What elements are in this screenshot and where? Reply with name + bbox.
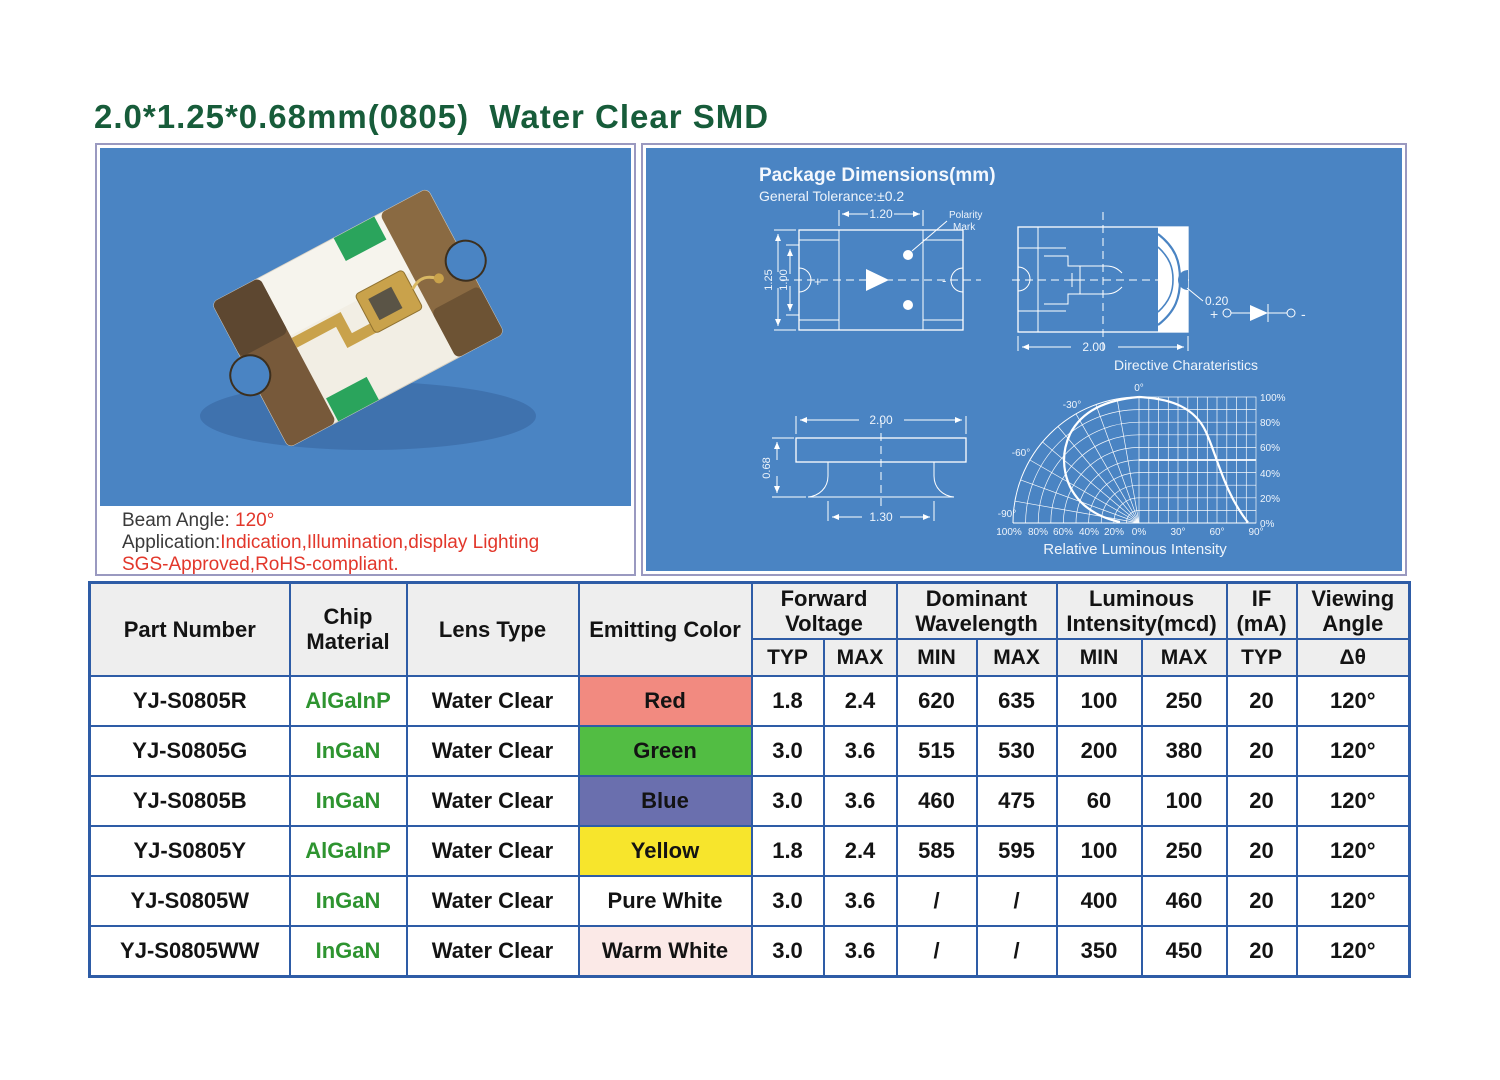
tick-r20: 20% — [1260, 494, 1281, 505]
package-side-view — [761, 413, 966, 524]
package-side-structure — [1012, 212, 1229, 354]
header-luminous-intensity: Luminous Intensity(mcd) — [1057, 583, 1227, 639]
subheader-wl-min: MIN — [897, 639, 977, 676]
cell-iv-max: 250 — [1142, 676, 1227, 726]
cell-iv-min: 60 — [1057, 776, 1142, 826]
cell-if-typ: 20 — [1227, 676, 1297, 726]
cell-angle: 120° — [1297, 726, 1410, 776]
subheader-delta-theta: Δθ — [1297, 639, 1410, 676]
table-row — [90, 776, 1410, 826]
cell-vf-max: 2.4 — [824, 676, 897, 726]
cell-part: YJ-S0805WW — [90, 926, 290, 977]
cell-vf-typ: 3.0 — [752, 776, 824, 826]
cell-iv-min: 350 — [1057, 926, 1142, 977]
header-viewing-angle: Viewing Angle — [1297, 583, 1410, 639]
tick-m90deg: -90° — [997, 509, 1017, 520]
cell-wl-min: 585 — [897, 826, 977, 876]
application-line — [122, 532, 631, 554]
cell-vf-max: 3.6 — [824, 726, 897, 776]
tick-m60deg: -60° — [1011, 448, 1031, 459]
beam-angle-value: 120° — [235, 510, 275, 531]
cathode-minus: - — [942, 273, 947, 288]
subheader-vf-typ: TYP — [752, 639, 824, 676]
cell-vf-typ: 3.0 — [752, 926, 824, 977]
drawing-title: Package Dimensions(mm) — [759, 165, 996, 186]
anode-plus: + — [814, 274, 822, 289]
cell-angle: 120° — [1297, 876, 1410, 926]
tick-l60: 60% — [1052, 527, 1074, 538]
cell-part: YJ-S0805G — [90, 726, 290, 776]
header-dominant-wavelength: Dominant Wavelength — [897, 583, 1057, 639]
dim-1-20 — [839, 207, 923, 226]
led-photo — [100, 148, 631, 506]
cell-wl-min: / — [897, 876, 977, 926]
table-row — [90, 676, 1410, 726]
cell-wl-max: 530 — [977, 726, 1057, 776]
cell-part: YJ-S0805R — [90, 676, 290, 726]
cell-vf-typ: 3.0 — [752, 726, 824, 776]
polarity-arrow — [866, 269, 889, 291]
cell-wl-min: 460 — [897, 776, 977, 826]
circuit-plus: + — [1210, 306, 1219, 322]
cell-color: Yellow — [579, 826, 752, 876]
cell-vf-max: 2.4 — [824, 826, 897, 876]
tick-90deg: 90° — [1248, 527, 1264, 538]
tick-m30deg: -30° — [1062, 400, 1082, 411]
beam-angle-label: Beam Angle: — [122, 510, 236, 531]
cell-lens: Water Clear — [407, 726, 579, 776]
svg-text:0.68: 0.68 — [761, 457, 773, 479]
subheader-wl-max: MAX — [977, 639, 1057, 676]
cell-iv-min: 100 — [1057, 676, 1142, 726]
cell-wl-max: 595 — [977, 826, 1057, 876]
tick-l0: 0% — [1131, 527, 1147, 538]
subheader-if-typ: TYP — [1227, 639, 1297, 676]
table-row — [90, 876, 1410, 926]
cell-color: Warm White — [579, 926, 752, 977]
dimensions-panel — [641, 143, 1407, 576]
polarity-mark-label-2: Mark — [953, 222, 976, 233]
polarity-mark-label-1: Polarity — [949, 210, 983, 221]
tick-r100: 100% — [1260, 393, 1286, 404]
cell-angle: 120° — [1297, 676, 1410, 726]
svg-text:1.00: 1.00 — [778, 269, 790, 291]
cell-iv-max: 100 — [1142, 776, 1227, 826]
table-row — [90, 926, 1410, 977]
cell-iv-max: 460 — [1142, 876, 1227, 926]
cell-chip: AlGaInP — [290, 826, 407, 876]
photo-panel — [95, 143, 636, 576]
cell-chip: InGaN — [290, 926, 407, 977]
cell-iv-min: 200 — [1057, 726, 1142, 776]
spec-table — [88, 581, 1411, 978]
tick-l100: 100% — [996, 527, 1022, 538]
dim-2-00-side — [796, 413, 966, 434]
cell-wl-min: 620 — [897, 676, 977, 726]
cell-lens: Water Clear — [407, 826, 579, 876]
subheader-iv-max: MAX — [1142, 639, 1227, 676]
cell-lens: Water Clear — [407, 926, 579, 977]
cell-wl-max: / — [977, 926, 1057, 977]
cell-wl-max: 635 — [977, 676, 1057, 726]
cell-angle: 120° — [1297, 826, 1410, 876]
cell-part: YJ-S0805Y — [90, 826, 290, 876]
cell-if-typ: 20 — [1227, 726, 1297, 776]
cell-part: YJ-S0805W — [90, 876, 290, 926]
directive-title: Directive Charateristics — [1114, 357, 1258, 373]
cell-color: Green — [579, 726, 752, 776]
tick-r0: 0% — [1260, 519, 1275, 530]
compliance-line: SGS-Approved,RoHS-compliant. — [122, 554, 399, 575]
cell-vf-typ: 1.8 — [752, 826, 824, 876]
dim-0-68 — [761, 438, 806, 497]
cell-color: Red — [579, 676, 752, 726]
cell-vf-max: 3.6 — [824, 876, 897, 926]
cell-angle: 120° — [1297, 926, 1410, 977]
chart-caption: Relative Luminous Intensity — [1043, 541, 1227, 558]
dimensions-drawing-area — [646, 148, 1402, 571]
tick-l80: 80% — [1027, 527, 1049, 538]
table-row — [90, 826, 1410, 876]
page-title: 2.0*1.25*0.68mm(0805) Water Clear SMD — [94, 98, 770, 135]
cell-if-typ: 20 — [1227, 876, 1297, 926]
cell-color: Blue — [579, 776, 752, 826]
svg-text:1.30: 1.30 — [869, 510, 893, 524]
cell-iv-max: 380 — [1142, 726, 1227, 776]
dimensions-svg — [646, 148, 1402, 571]
svg-text:2.00: 2.00 — [869, 413, 893, 427]
tick-r60: 60% — [1260, 443, 1281, 454]
cell-iv-min: 100 — [1057, 826, 1142, 876]
cell-wl-min: / — [897, 926, 977, 977]
tick-30deg: 30° — [1170, 527, 1186, 538]
cell-lens: Water Clear — [407, 776, 579, 826]
led-photo-illustration — [100, 148, 631, 506]
header-forward-voltage: Forward Voltage — [752, 583, 897, 639]
cell-vf-max: 3.6 — [824, 926, 897, 977]
cell-lens: Water Clear — [407, 876, 579, 926]
drawing-tolerance: General Tolerance:±0.2 — [759, 188, 905, 204]
subheader-iv-min: MIN — [1057, 639, 1142, 676]
cell-iv-max: 250 — [1142, 826, 1227, 876]
header-group-row — [90, 583, 1410, 639]
svg-text:2.00: 2.00 — [1082, 340, 1106, 354]
polarity-dot-top — [903, 250, 913, 260]
cell-chip: InGaN — [290, 726, 407, 776]
subheader-vf-max: MAX — [824, 639, 897, 676]
polarity-dot-bottom — [903, 300, 913, 310]
header-emitting-color: Emitting Color — [579, 583, 752, 676]
svg-text:1.20: 1.20 — [869, 207, 893, 221]
cell-color: Pure White — [579, 876, 752, 926]
application-value: Indication,Illumination,display Lighting — [220, 532, 540, 553]
svg-text:1.25: 1.25 — [763, 269, 775, 291]
cell-chip: InGaN — [290, 876, 407, 926]
table-row — [90, 726, 1410, 776]
cell-chip: InGaN — [290, 776, 407, 826]
circuit-minus: - — [1301, 306, 1306, 322]
beam-angle-line — [122, 510, 631, 532]
dim-0-20-label: 0.20 — [1205, 294, 1229, 308]
cell-lens: Water Clear — [407, 676, 579, 726]
cell-if-typ: 20 — [1227, 926, 1297, 977]
dim-2-00-top — [1018, 336, 1188, 354]
tick-60deg: 60° — [1209, 527, 1225, 538]
cell-iv-min: 400 — [1057, 876, 1142, 926]
package-top-view — [763, 207, 982, 330]
cell-wl-max: 475 — [977, 776, 1057, 826]
tick-r40: 40% — [1260, 469, 1281, 480]
cell-vf-typ: 1.8 — [752, 676, 824, 726]
cell-if-typ: 20 — [1227, 776, 1297, 826]
cell-if-typ: 20 — [1227, 826, 1297, 876]
cell-wl-min: 515 — [897, 726, 977, 776]
header-lens-type: Lens Type — [407, 583, 579, 676]
header-if-ma: IF (mA) — [1227, 583, 1297, 639]
tick-l20: 20% — [1103, 527, 1125, 538]
cell-iv-max: 450 — [1142, 926, 1227, 977]
cell-chip: AlGaInP — [290, 676, 407, 726]
cell-part: YJ-S0805B — [90, 776, 290, 826]
header-chip-material: Chip Material — [290, 583, 407, 676]
cell-wl-max: / — [977, 876, 1057, 926]
cell-angle: 120° — [1297, 776, 1410, 826]
directivity-chart — [996, 383, 1285, 558]
application-label: Application: — [122, 532, 221, 553]
cell-vf-typ: 3.0 — [752, 876, 824, 926]
tick-r80: 80% — [1260, 418, 1281, 429]
tick-l40: 40% — [1078, 527, 1100, 538]
product-notes — [100, 506, 631, 576]
header-part-number: Part Number — [90, 583, 290, 676]
tick-0deg: 0° — [1134, 383, 1144, 394]
cell-vf-max: 3.6 — [824, 776, 897, 826]
diode-triangle — [1250, 305, 1268, 321]
